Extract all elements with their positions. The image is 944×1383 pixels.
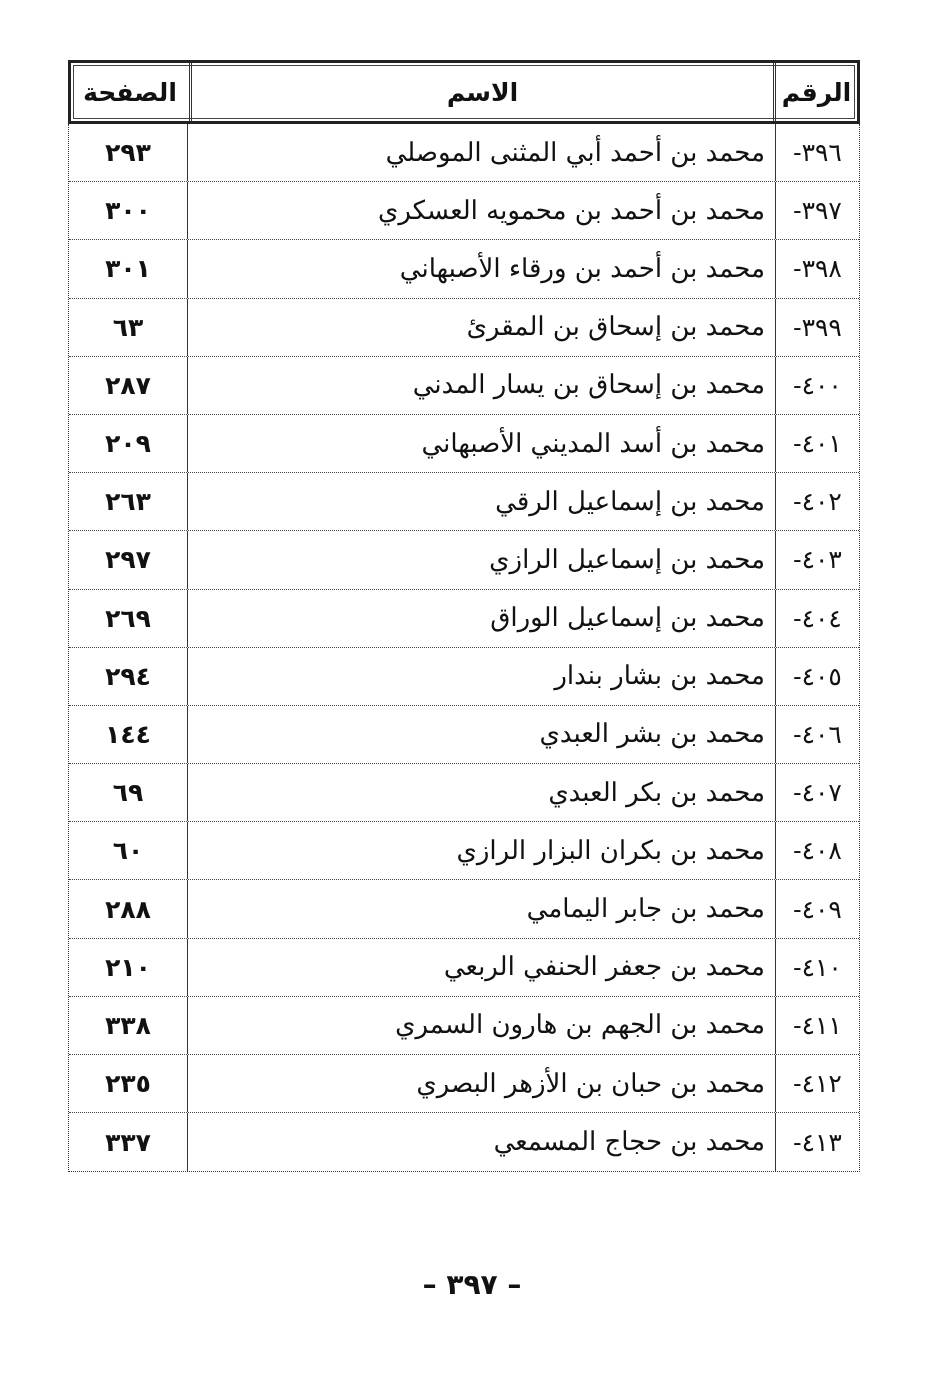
entry-name: محمد بن الجهم بن هارون السمري <box>187 997 775 1054</box>
entry-number: ٤١٣- <box>775 1113 859 1171</box>
entry-number: ٤٠٩- <box>775 880 859 937</box>
header-page: الصفحة <box>83 77 177 107</box>
table-row <box>69 1055 859 1113</box>
entry-page: ٢٠٩ <box>105 429 151 459</box>
entry-name: محمد بن جابر اليمامي <box>187 880 775 937</box>
entry-page: ٢٨٧ <box>105 370 151 400</box>
table-row <box>69 706 859 764</box>
entry-name: محمد بن أحمد أبي المثنى الموصلي <box>187 124 775 181</box>
entry-page: ٢١٠ <box>105 952 151 982</box>
entry-page: ١٤٤ <box>105 719 151 749</box>
table-row <box>69 182 859 240</box>
table-row <box>69 1113 859 1171</box>
entry-page: ٢٣٥ <box>105 1069 151 1099</box>
entry-page: ٢٦٩ <box>105 603 151 633</box>
table-row <box>69 880 859 938</box>
entry-number: ٤١١- <box>775 997 859 1054</box>
entry-name: محمد بن أحمد بن محمويه العسكري <box>187 182 775 239</box>
entry-page: ٢٩٣ <box>105 138 151 168</box>
entry-name: محمد بن جعفر الحنفي الربعي <box>187 939 775 996</box>
entry-page: ٦٩ <box>112 778 144 808</box>
entry-page: ٢٩٧ <box>105 545 151 575</box>
table-row <box>69 997 859 1055</box>
entry-page: ٣٣٧ <box>105 1127 151 1157</box>
entry-number: ٤٠٣- <box>775 531 859 588</box>
entry-name: محمد بن بكران البزار الرازي <box>187 822 775 879</box>
table-row <box>69 822 859 880</box>
table-row <box>69 415 859 473</box>
table-row <box>69 939 859 997</box>
entry-number: ٤٠٨- <box>775 822 859 879</box>
entry-page: ٣٠٠ <box>105 196 151 226</box>
table-header <box>68 60 860 124</box>
table-row <box>69 590 859 648</box>
entry-number: ٣٩٨- <box>775 240 859 297</box>
entry-page: ٢٦٣ <box>105 487 151 517</box>
entry-name: محمد بن أسد المديني الأصبهاني <box>187 415 775 472</box>
table-row <box>69 124 859 182</box>
table-row <box>69 299 859 357</box>
entry-page: ٢٨٨ <box>105 894 151 924</box>
entry-name: محمد بن بكر العبدي <box>187 764 775 821</box>
table-row <box>69 473 859 531</box>
index-table <box>68 60 860 1172</box>
entry-name: محمد بن أحمد بن ورقاء الأصبهاني <box>187 240 775 297</box>
entry-page: ٣٠١ <box>105 254 151 284</box>
table-row <box>69 357 859 415</box>
entry-number: ٤٠٧- <box>775 764 859 821</box>
entry-name: محمد بن حجاج المسمعي <box>187 1113 775 1171</box>
table-row <box>69 531 859 589</box>
entry-number: ٣٩٩- <box>775 299 859 356</box>
entry-number: ٤٠٤- <box>775 590 859 647</box>
entry-name: محمد بن بشار بندار <box>187 648 775 705</box>
entry-number: ٤٠٥- <box>775 648 859 705</box>
entry-page: ٢٩٤ <box>105 661 151 691</box>
entry-name: محمد بن إسحاق بن المقرئ <box>187 299 775 356</box>
entry-number: ٣٩٦- <box>775 124 859 181</box>
entry-number: ٤٠٠- <box>775 357 859 414</box>
table-row <box>69 764 859 822</box>
page-number: – ٣٩٧ – <box>422 1268 522 1301</box>
entry-number: ٤٠٢- <box>775 473 859 530</box>
table-body <box>68 124 860 1172</box>
entry-name: محمد بن إسماعيل الوراق <box>187 590 775 647</box>
entry-number: ٤١٢- <box>775 1055 859 1112</box>
entry-number: ٤٠٦- <box>775 706 859 763</box>
entry-name: محمد بن بشر العبدي <box>187 706 775 763</box>
entry-name: محمد بن إسماعيل الرازي <box>187 531 775 588</box>
entry-number: ٣٩٧- <box>775 182 859 239</box>
entry-page: ٦٠ <box>112 836 144 866</box>
entry-number: ٤٠١- <box>775 415 859 472</box>
table-row <box>69 240 859 298</box>
header-number: الرقم <box>773 63 857 121</box>
entry-name: محمد بن إسماعيل الرقي <box>187 473 775 530</box>
entry-page: ٣٣٨ <box>105 1010 151 1040</box>
entry-page: ٦٣ <box>112 312 144 342</box>
entry-number: ٤١٠- <box>775 939 859 996</box>
entry-name: محمد بن حبان بن الأزهر البصري <box>187 1055 775 1112</box>
table-row <box>69 648 859 706</box>
entry-name: محمد بن إسحاق بن يسار المدني <box>187 357 775 414</box>
header-name: الاسم <box>189 63 773 121</box>
